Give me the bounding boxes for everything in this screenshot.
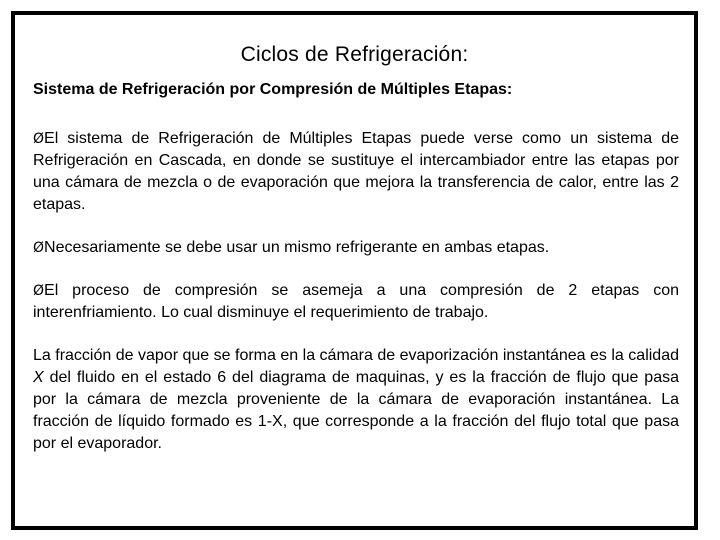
slide-frame [11,11,698,530]
bullet-item-2 [33,237,679,259]
section-subtitle: Sistema de Refrigeración por Compresión de Múltiples Etapas: [33,81,513,98]
bullet-text-2: Necesariamente se debe usar un mismo refrigerante en ambas etapas. [44,239,550,256]
bullet-item-3 [33,280,679,324]
arrow-bullet-icon: Ø [33,131,45,147]
quality-variable: X [33,369,44,386]
slide-content [33,79,679,455]
closing-paragraph [33,345,679,455]
arrow-bullet-icon: Ø [33,283,45,299]
slide-title: Ciclos de Refrigeración: [240,43,469,66]
closing-text-part2: del fluido en el estado 6 del diagrama de maquinas, y es la fracción de flujo que pasa por la cámara de mezcla proveniente de la cámara de evaporación instantánea. La fracción de líquido formado es 1-X, que corresponde a la fracción del flujo total que pasa por el evaporador. [33,369,679,452]
closing-text-part1: La fracción de vapor que se forma en la cámara de evaporización instantánea es la calidad [33,347,679,364]
bullet-text-3: El proceso de compresión se asemeja a una compresión de 2 etapas con interenfriamiento. Lo cual disminuye el requerimiento de trabajo. [33,282,679,321]
arrow-bullet-icon: Ø [33,240,45,256]
bullet-text-1: El sistema de Refrigeración de Múltiples Etapas puede verse como un sistema de Refrigeración en Cascada, en donde se sustituye el intercambiador entre las etapas por una cámara de mezcla o de evaporación que mejora la transferencia de calor, entre las 2 etapas. [33,130,679,213]
bullet-item-1 [33,128,679,216]
